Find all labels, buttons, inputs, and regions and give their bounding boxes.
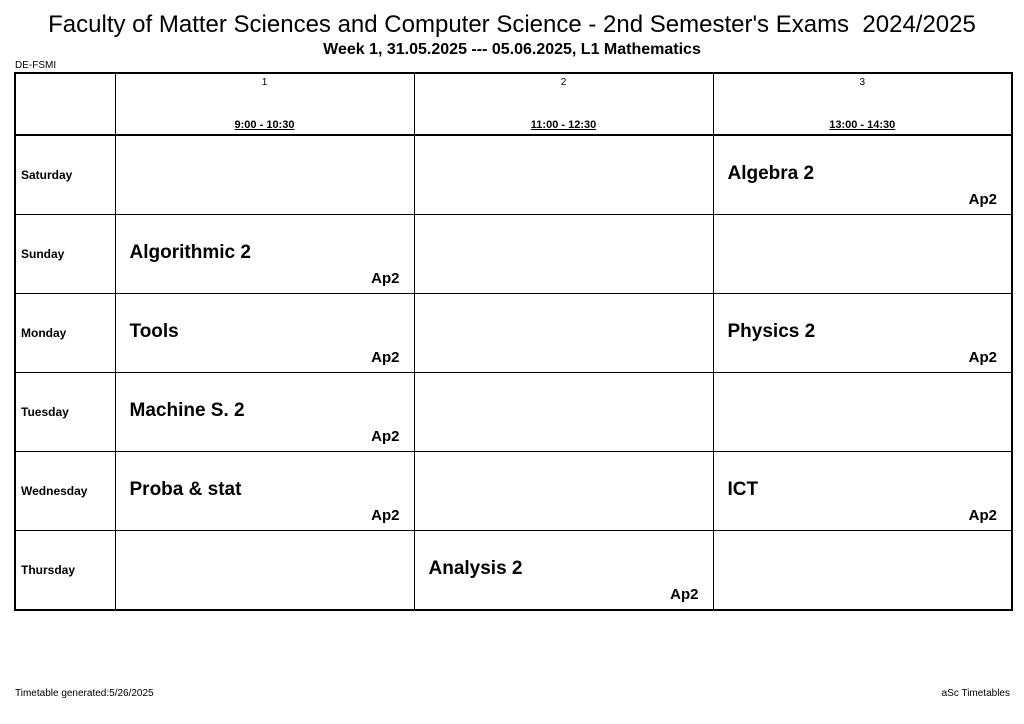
exam-room: Ap2 (968, 507, 997, 524)
software-credit: aSc Timetables (941, 688, 1010, 699)
day-label: Saturday (21, 168, 73, 182)
slot-cell (115, 215, 414, 294)
day-label: Monday (21, 326, 67, 340)
exam-subject: Proba & stat (129, 479, 242, 500)
slot-cell (713, 452, 1012, 531)
slot-cell-empty (414, 373, 713, 452)
timetable-grid (14, 72, 1013, 611)
slot-cell-empty (414, 294, 713, 373)
day-row-thursday (15, 531, 1012, 611)
slot-cell-empty (414, 215, 713, 294)
period-number: 2 (560, 77, 567, 88)
exam-entry (714, 294, 1012, 372)
day-cell (15, 215, 115, 294)
slot-cell-empty (115, 135, 414, 215)
slot-cell (414, 531, 713, 611)
exam-room: Ap2 (968, 349, 997, 366)
slot-cell-empty (713, 215, 1012, 294)
exam-entry (116, 215, 414, 293)
period-header-2 (414, 73, 713, 135)
exam-entry (116, 452, 414, 530)
day-cell (15, 531, 115, 611)
department-code: DE-FSMI (15, 60, 57, 71)
exam-subject: Analysis 2 (428, 558, 523, 579)
exam-room: Ap2 (371, 428, 400, 445)
day-cell (15, 373, 115, 452)
day-label: Wednesday (21, 484, 88, 498)
exam-entry (714, 136, 1012, 214)
exam-subject: Tools (129, 321, 179, 342)
day-cell (15, 294, 115, 373)
page-title: Faculty of Matter Sciences and Computer Science - 2nd Semester's Exams 2024/2025 (48, 11, 976, 38)
period-time: 13:00 - 14:30 (829, 119, 896, 131)
day-row-saturday (15, 135, 1012, 215)
exam-subject: ICT (727, 479, 759, 500)
generated-date: Timetable generated:5/26/2025 (15, 688, 154, 699)
slot-cell (115, 452, 414, 531)
day-row-wednesday (15, 452, 1012, 531)
day-cell (15, 135, 115, 215)
period-number: 3 (859, 77, 866, 88)
exam-entry (116, 373, 414, 451)
slot-cell (115, 294, 414, 373)
exam-room: Ap2 (371, 270, 400, 287)
exam-subject: Machine S. 2 (129, 400, 245, 421)
slot-cell-empty (115, 531, 414, 611)
exam-subject: Physics 2 (727, 321, 816, 342)
exam-entry (116, 294, 414, 372)
timetable-header-row (15, 73, 1012, 135)
slot-cell (713, 135, 1012, 215)
exam-room: Ap2 (968, 191, 997, 208)
period-time: 9:00 - 10:30 (234, 119, 295, 131)
slot-cell-empty (713, 373, 1012, 452)
day-label: Sunday (21, 247, 65, 261)
exam-subject: Algebra 2 (727, 163, 815, 184)
period-header-3 (713, 73, 1012, 135)
exam-entry (714, 452, 1012, 530)
day-cell (15, 452, 115, 531)
slot-cell (115, 373, 414, 452)
day-label: Thursday (21, 563, 76, 577)
page-subtitle: Week 1, 31.05.2025 --- 05.06.2025, L1 Mathematics (323, 41, 701, 58)
exam-entry (415, 531, 713, 609)
day-label: Tuesday (21, 405, 69, 419)
slot-cell-empty (414, 135, 713, 215)
slot-cell (713, 294, 1012, 373)
exam-subject: Algorithmic 2 (129, 242, 251, 263)
slot-cell-empty (713, 531, 1012, 611)
period-time: 11:00 - 12:30 (530, 119, 597, 131)
exam-room: Ap2 (371, 507, 400, 524)
day-row-monday (15, 294, 1012, 373)
exam-room: Ap2 (371, 349, 400, 366)
period-number: 1 (261, 77, 268, 88)
slot-cell-empty (414, 452, 713, 531)
exam-room: Ap2 (670, 586, 699, 603)
day-row-sunday (15, 215, 1012, 294)
corner-cell (15, 73, 115, 135)
period-header-1 (115, 73, 414, 135)
day-row-tuesday (15, 373, 1012, 452)
